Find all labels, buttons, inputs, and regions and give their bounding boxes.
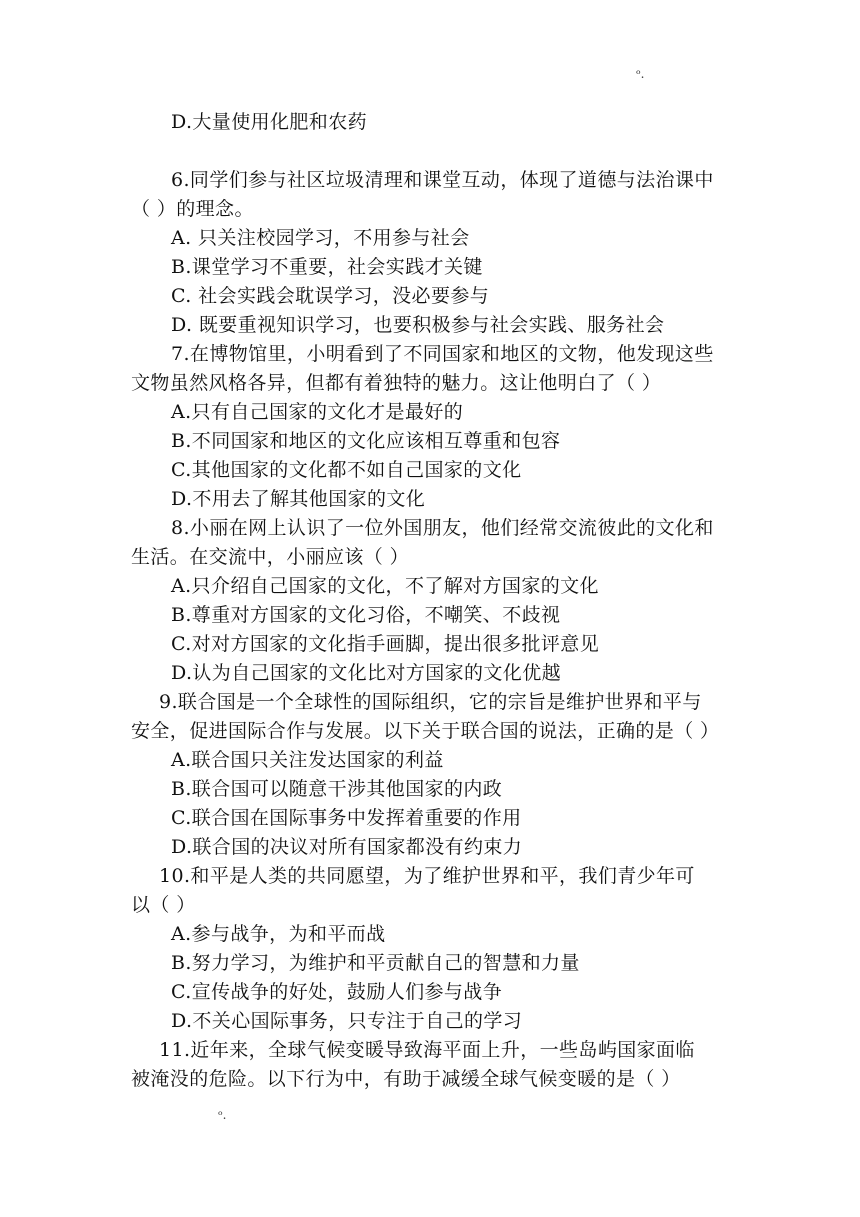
q9-option-d: D.联合国的决议对所有国家都没有约束力 [171, 836, 523, 858]
q7-option-c: C.其他国家的文化都不如自己国家的文化 [171, 459, 522, 481]
q8-option-b: B.尊重对方国家的文化习俗，不嘲笑、不歧视 [171, 604, 561, 626]
q6-option-c: C. 社会实践会耽误学习，没必要参与 [171, 285, 490, 307]
q10-stem-line2: 以（ ） [131, 894, 196, 916]
q9-option-c: C.联合国在国际事务中发挥着重要的作用 [171, 807, 522, 829]
q6-option-d: D. 既要重视知识学习，也要积极参与社会实践、服务社会 [171, 314, 665, 336]
q6-option-b: B.课堂学习不重要，社会实践才关键 [171, 256, 483, 278]
q7-option-a: A.只有自己国家的文化才是最好的 [171, 401, 464, 423]
q10-stem-line1: 10.和平是人类的共同愿望，为了维护世界和平，我们青少年可 [159, 865, 695, 887]
q10-option-d: D.不关心国际事务，只专注于自己的学习 [171, 1010, 523, 1032]
q8-option-a: A.只介绍自己国家的文化，不了解对方国家的文化 [171, 575, 599, 597]
q7-option-d: D.不用去了解其他国家的文化 [171, 488, 426, 510]
q8-option-d: D.认为自己国家的文化比对方国家的文化优越 [171, 662, 561, 684]
q11-stem-line1: 11.近年来，全球气候变暖导致海平面上升，一些岛屿国家面临 [159, 1039, 695, 1061]
q5-option-d: D.大量使用化肥和农药 [171, 111, 367, 133]
q8-option-c: C.对对方国家的文化指手画脚，提出很多批评意见 [171, 633, 600, 655]
q9-stem-line2: 安全，促进国际合作与发展。以下关于联合国的说法，正确的是（ ） [131, 720, 720, 742]
q11-stem-line2: 被淹没的危险。以下行为中，有助于减缓全球气候变暖的是（ ） [131, 1068, 681, 1090]
q6-stem-line2: （ ）的理念。 [131, 198, 254, 220]
q9-option-b: B.联合国可以随意干涉其他国家的内政 [171, 778, 503, 800]
q7-option-b: B.不同国家和地区的文化应该相互尊重和包容 [171, 430, 561, 452]
q7-stem-line2: 文物虽然风格各异，但都有着独特的魅力。这让他明白了（ ） [131, 372, 662, 394]
q10-option-a: A.参与战争，为和平而战 [171, 923, 386, 945]
page-mark-top: ᵒ. [636, 67, 645, 81]
q8-stem-line1: 8.小丽在网上认识了一位外国朋友，他们经常交流彼此的文化和 [171, 517, 714, 539]
q9-stem-line1: 9.联合国是一个全球性的国际组织，它的宗旨是维护世界和平与 [159, 691, 702, 713]
q7-stem-line1: 7.在博物馆里，小明看到了不同国家和地区的文物，他发现这些 [171, 343, 714, 365]
q6-stem-line1: 6.同学们参与社区垃圾清理和课堂互动，体现了道德与法治课中 [171, 169, 714, 191]
q6-option-a: A. 只关注校园学习，不用参与社会 [171, 227, 470, 249]
q10-option-c: C.宣传战争的好处，鼓励人们参与战争 [171, 981, 503, 1003]
page-mark-bottom: ᵒ. [218, 1108, 227, 1122]
q8-stem-line2: 生活。在交流中，小丽应该（ ） [131, 546, 410, 568]
q9-option-a: A.联合国只关注发达国家的利益 [171, 749, 444, 771]
q10-option-b: B.努力学习，为维护和平贡献自己的智慧和力量 [171, 952, 580, 974]
